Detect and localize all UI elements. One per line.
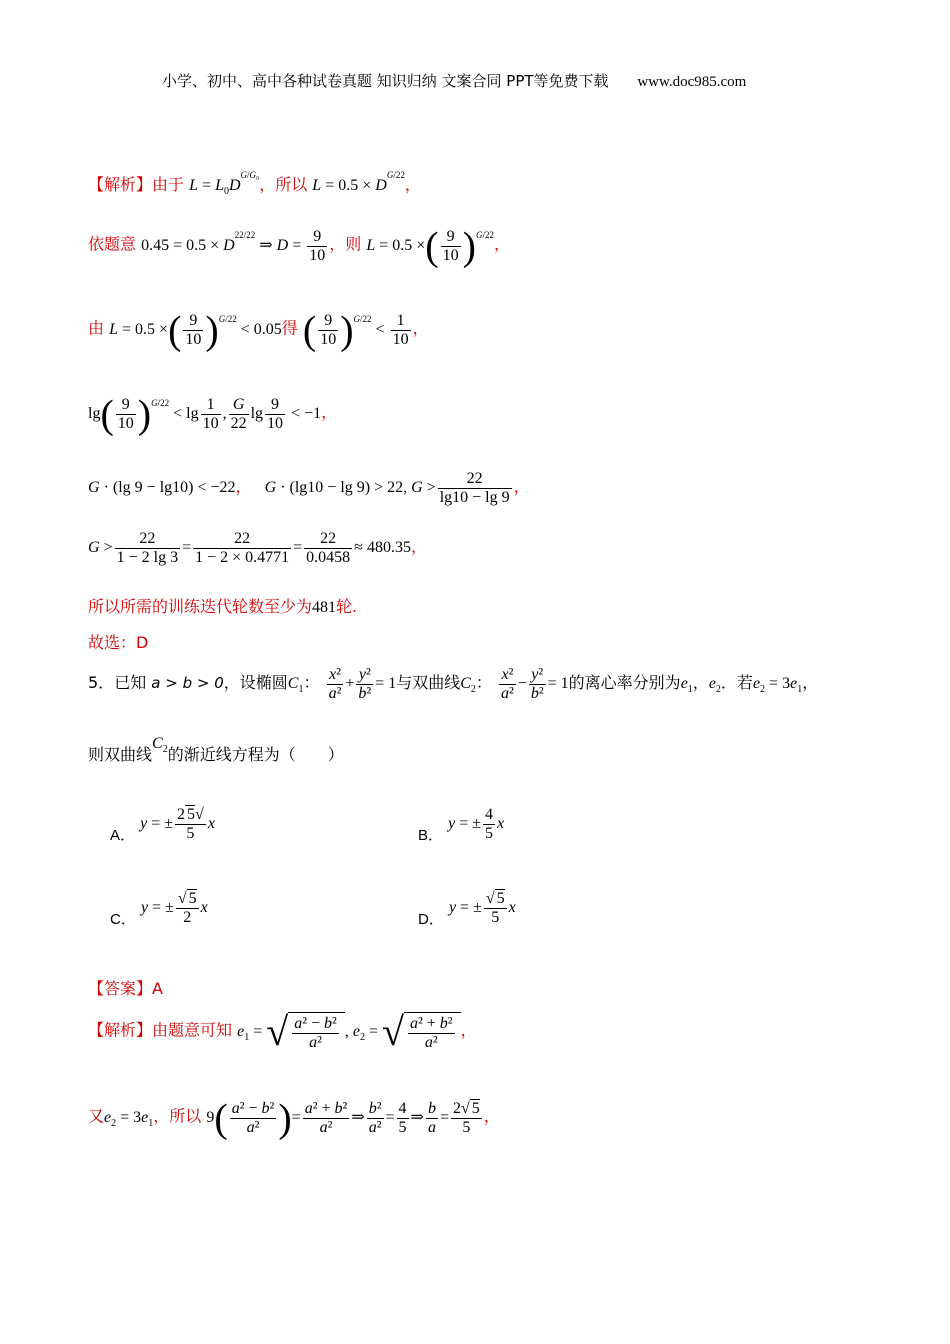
- solution-text: ，则: [329, 234, 362, 254]
- answer-tag: 【答案】: [88, 979, 153, 998]
- option-letter: B．: [418, 827, 444, 845]
- formula-eccentricities: $e_1$ = √ $\frac{\text{a² − b²}}{\text{a²}}$ , $e_2$ = √ $\frac{\text{a² + b²}}{\text{a²}}$: [237, 1023, 460, 1040]
- question-text: 的渐近线方程为（ ）: [167, 745, 344, 764]
- formula-log-3: G · (lg10 − lg 9) > 22, G > $\frac{22}{\lg 10 - \lg 9}$: [264, 470, 510, 506]
- solution-text: 所以所需的训练迭代轮数至少为: [88, 597, 313, 616]
- formula-g-value: G > $\frac{22}{1 - 2 \lg 3}$ = $\frac{22}{1 - 2 \times 0.4771}$ = $\frac{22}{0.0458}$ ≈ 480.35: [88, 530, 411, 566]
- solution-line-5: [88, 470, 530, 507]
- option-formula: y = ± $\frac{4}{5}$ x: [448, 806, 505, 842]
- analysis-line-1: [88, 1009, 477, 1054]
- analysis-text: ，: [483, 1106, 500, 1126]
- solution-line-6: [88, 530, 427, 567]
- formula-l-def: $L = L_0D^{G/G_0}$: [189, 170, 260, 198]
- question-text: ，: [802, 673, 819, 693]
- formula-e-relation: $e_2 = 3e_1$: [104, 1108, 154, 1129]
- question-text: 已知: [114, 673, 147, 693]
- question-number: 5．: [88, 673, 115, 693]
- question-text: 则双曲线: [88, 745, 153, 764]
- formula-derivation: 9( $\frac{\text{a² − b²}}{\text{a²}}$ )= $\frac{\text{a² + b²}}{\text{a²}}$ ⇒ $\frac{\text{b²}}{\text{a²}}$ = $\frac{4}{5}$ ⇒ $\frac{b}{a}$ = $\frac{2√ 5}{5}$: [206, 1095, 480, 1140]
- question-line-1: [88, 666, 818, 703]
- solution-tag: 【解析】: [88, 175, 153, 194]
- solution-text: 得: [281, 318, 298, 338]
- symbol-e1: $e_1$: [680, 675, 693, 696]
- symbol-e2: $e_2$: [708, 675, 721, 696]
- question-line-2: [88, 735, 344, 767]
- solution-text: ，: [412, 318, 429, 338]
- option-letter: A．: [110, 827, 136, 845]
- question-text: ：: [475, 673, 492, 693]
- formula-inequality-2: ( $\frac{9}{10}$ )$^{G/22}$ < $\frac{1}{10}$: [302, 307, 409, 352]
- solution-conclusion: [88, 594, 357, 617]
- question-text: 与双曲线: [396, 673, 461, 693]
- formula-d-solve: $0.45 = 0.5 \times D^{22/22}$ ⇒ D = $\frac{9}{10}$: [141, 227, 326, 264]
- option-formula: y = ± $\frac{√ 5}{2}$ x: [140, 890, 208, 926]
- option-b[interactable]: [418, 806, 504, 843]
- analysis-text: ，: [460, 1020, 477, 1040]
- solution-text: ，: [404, 175, 421, 194]
- symbol-c1: $C_1$: [287, 675, 304, 696]
- solution-text: 轮.: [336, 597, 358, 616]
- option-letter: C．: [110, 911, 136, 929]
- formula-e-relation: $e_2 = 3e_1$: [752, 675, 803, 696]
- solution-text: ，: [321, 402, 338, 422]
- solution-text: ，: [410, 537, 427, 557]
- symbol-c2: $C_2$: [460, 675, 476, 696]
- solution-line-3: [88, 307, 429, 352]
- formula-log-1: lg( $\frac{9}{10}$ )$^{G/22}$ < lg $\frac{1}{10}$ , $\frac{G}{22}$ lg $\frac{9}{10}$ < −1: [88, 391, 322, 436]
- question-text: 的离心率分别为: [568, 673, 681, 693]
- question-text: ．若: [720, 673, 753, 693]
- option-c[interactable]: [110, 890, 208, 927]
- solution-text: ，: [513, 477, 530, 497]
- formula-l-value: $L = 0.5 \times D^{G/22}$: [312, 170, 405, 194]
- symbol-c2: $C_2$: [152, 735, 168, 756]
- formula-condition: a > b > 0: [151, 674, 224, 693]
- formula-ellipse: $\frac{\text{x²}}{\text{a²}}$ + $\frac{\text{y²}}{\text{b²}}$ = 1: [328, 666, 397, 702]
- option-letter: D．: [418, 911, 444, 929]
- analysis-tag: 【解析】: [88, 1020, 153, 1040]
- formula-l-sub: L = 0.5 ×( $\frac{9}{10}$ )$^{G/22}$: [366, 223, 494, 268]
- page-header: [162, 70, 746, 91]
- solution-line-4: [88, 391, 338, 436]
- header-text: 小学、初中、高中各种试卷真题 知识归纳 文案合同 PPT等免费下载: [162, 72, 609, 90]
- answer-value: A: [152, 979, 163, 998]
- question-text: ：: [303, 673, 320, 693]
- solution-text: 由于: [152, 175, 185, 194]
- solution-text: ，所以: [259, 175, 308, 194]
- option-d[interactable]: [418, 890, 516, 927]
- solution-text: 由: [88, 318, 105, 338]
- solution-choice: 故选：D: [88, 633, 149, 652]
- analysis-text: 由题意可知: [152, 1020, 233, 1040]
- solution-text: 依题意: [88, 234, 137, 254]
- solution-line-2: [88, 223, 510, 268]
- analysis-text: ，所以: [153, 1106, 202, 1126]
- conclusion-number: 481: [312, 599, 337, 616]
- answer-line: [88, 976, 163, 999]
- option-formula: y = ± $\frac{2 5√}{5}$ x: [140, 806, 215, 842]
- solution-line-1: [88, 170, 421, 197]
- solution-text: ，: [493, 234, 510, 254]
- question-text: ，设椭圆: [223, 673, 288, 693]
- question-text: ，: [692, 673, 709, 693]
- solution-text: ，: [235, 477, 252, 497]
- analysis-text: 又: [88, 1106, 105, 1126]
- formula-log-2: G · (lg 9 − lg10) < −22: [88, 479, 236, 497]
- header-url: www.doc985.com: [637, 74, 747, 90]
- formula-hyperbola: $\frac{\text{x²}}{\text{a²}}$ − $\frac{\text{y²}}{\text{b²}}$ = 1: [501, 666, 569, 702]
- formula-inequality-1: L = 0.5 ×( $\frac{9}{10}$ )$^{G/22}$ < 0.05: [109, 307, 282, 352]
- analysis-line-2: [88, 1095, 500, 1140]
- option-a[interactable]: [110, 806, 215, 843]
- option-formula: y = ± $\frac{√ 5}{5}$ x: [448, 890, 516, 926]
